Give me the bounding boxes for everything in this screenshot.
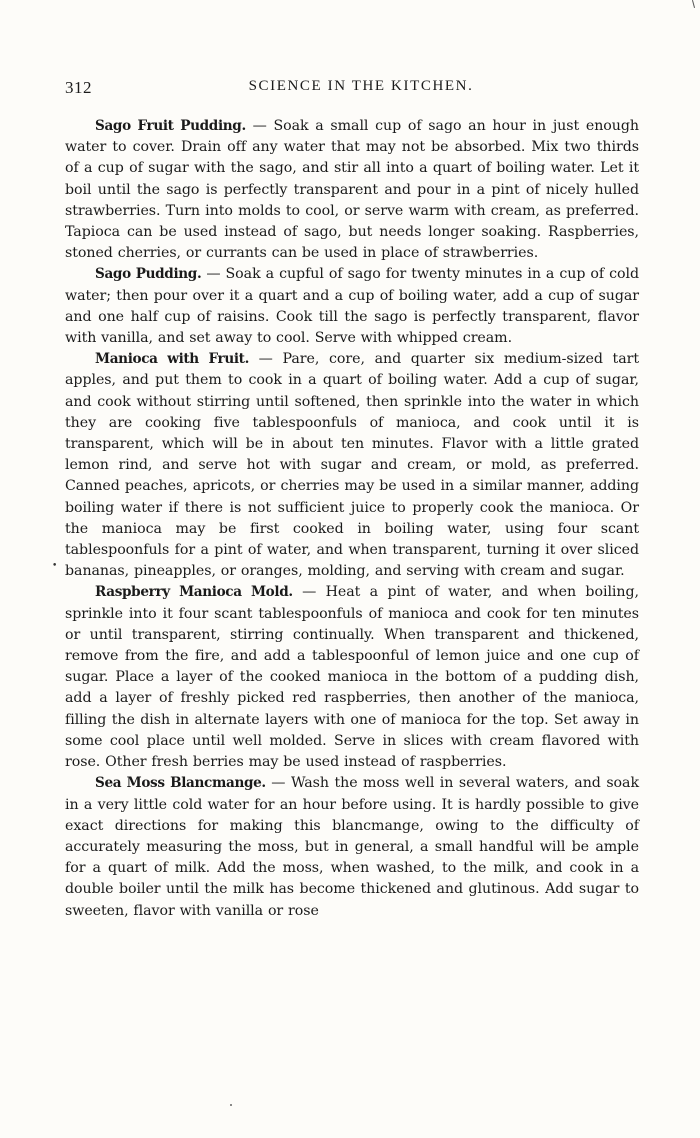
corner-mark xyxy=(692,0,695,8)
recipe-title: Manioca with Fruit. xyxy=(95,351,249,368)
running-title: SCIENCE IN THE KITCHEN. xyxy=(248,78,474,94)
recipe-sago-fruit-pudding xyxy=(65,116,639,264)
recipe-text: Wash the moss well in several waters, and soak in a very little cold water for an hour before using. It is hardly possible to give exact directions for making this blancmange, owing to the difficulty of accurately measuring the moss, but in general, a small handful will be ample for a quart of milk. Add the moss, when washed, to the milk, and cook in a double boiler until the milk has become thickened and glutinous. Add sugar to sweeten, flavor with vanilla or rose xyxy=(65,775,640,919)
recipe-sago-pudding xyxy=(65,264,639,349)
foot-dot xyxy=(230,1104,232,1106)
recipe-text: Heat a pint of water, and when boiling, sprinkle into it four scant tablespoonfuls of manioca and cook for ten minutes or until transparent, stirring continually. When transparent and thickened, remove from the fire, and add a tablespoonful of lemon juice and one cup of sugar. Place a layer of the cooked manioca in the bottom of a pudding dish, add a layer of freshly picked red raspberries, then another of the manioca, filling the dish in alternate layers with one of manioca for the top. Set away in some cool place until well molded. Serve in slices with cream flavored with rose. Other fresh berries may be used instead of raspberries. xyxy=(65,584,639,771)
recipe-title: Sago Fruit Pudding. xyxy=(95,118,246,134)
recipe-title: Sea Moss Blancmange. xyxy=(95,775,266,792)
em-dash: — xyxy=(292,584,326,601)
recipe-raspberry-manioca-mold xyxy=(65,582,639,773)
recipe-text: Pare, core, and quarter six medium-sized tart apples, and put them to cook in a quart of boiling water. Add a cup of sugar, and cook without stirring until softened, then sprinkle into the water in which they are cooking five tablespoonfuls of manioca, and cook until it is transparent, which will be in about ten minutes. Flavor with a little grated lemon rind, and serve hot with sugar and cream, or mold, as preferred. Canned peaches, apricots, or cherries may be used in a similar manner, adding boiling water if there is not sufficient juice to properly cook the manioca. Or the manioca may be first cooked in boiling water, using four scant tablespoonfuls for a pint of water, and when transparent, turning it over sliced bananas, pineapples, or oranges, molding, and serving with cream and sugar. xyxy=(65,351,639,580)
page-content xyxy=(65,78,639,922)
running-head xyxy=(65,78,639,100)
recipe-sea-moss-blancmange xyxy=(65,773,639,921)
recipe-title: Sago Pudding. xyxy=(95,266,202,283)
em-dash: — xyxy=(201,266,226,283)
em-dash: — xyxy=(265,775,291,792)
recipe-text: Soak a small cup of sago an hour in just enough water to cover. Drain off any water that may not be absorbed. Mix two thirds of a cup of sugar with the sago, and stir all into a quart of boiling water. Let it boil until the sago is perfectly transparent and pour in a pint of nicely hulled strawberries. Turn into molds to cool, or serve warm with cream, as preferred. Tapioca can be used instead of sago, but needs longer soaking. Raspberries, stoned cherries, or currants can be used in place of strawberries. xyxy=(65,118,639,262)
em-dash: — xyxy=(245,118,274,134)
recipe-text: Soak a cupful of sago for twenty minutes in a cup of cold water; then pour over it a quart and a cup of boiling water, add a cup of sugar and one half cup of raisins. Cook till the sago is perfectly transparent, flavor with vanilla, and set away to cool. Serve with whipped cream. xyxy=(65,266,639,347)
margin-mark: • xyxy=(52,561,58,571)
recipe-manioca-with-fruit xyxy=(65,349,639,582)
page-number: 312 xyxy=(65,78,92,97)
em-dash: — xyxy=(248,351,283,368)
recipe-title: Raspberry Manioca Mold. xyxy=(95,584,293,601)
